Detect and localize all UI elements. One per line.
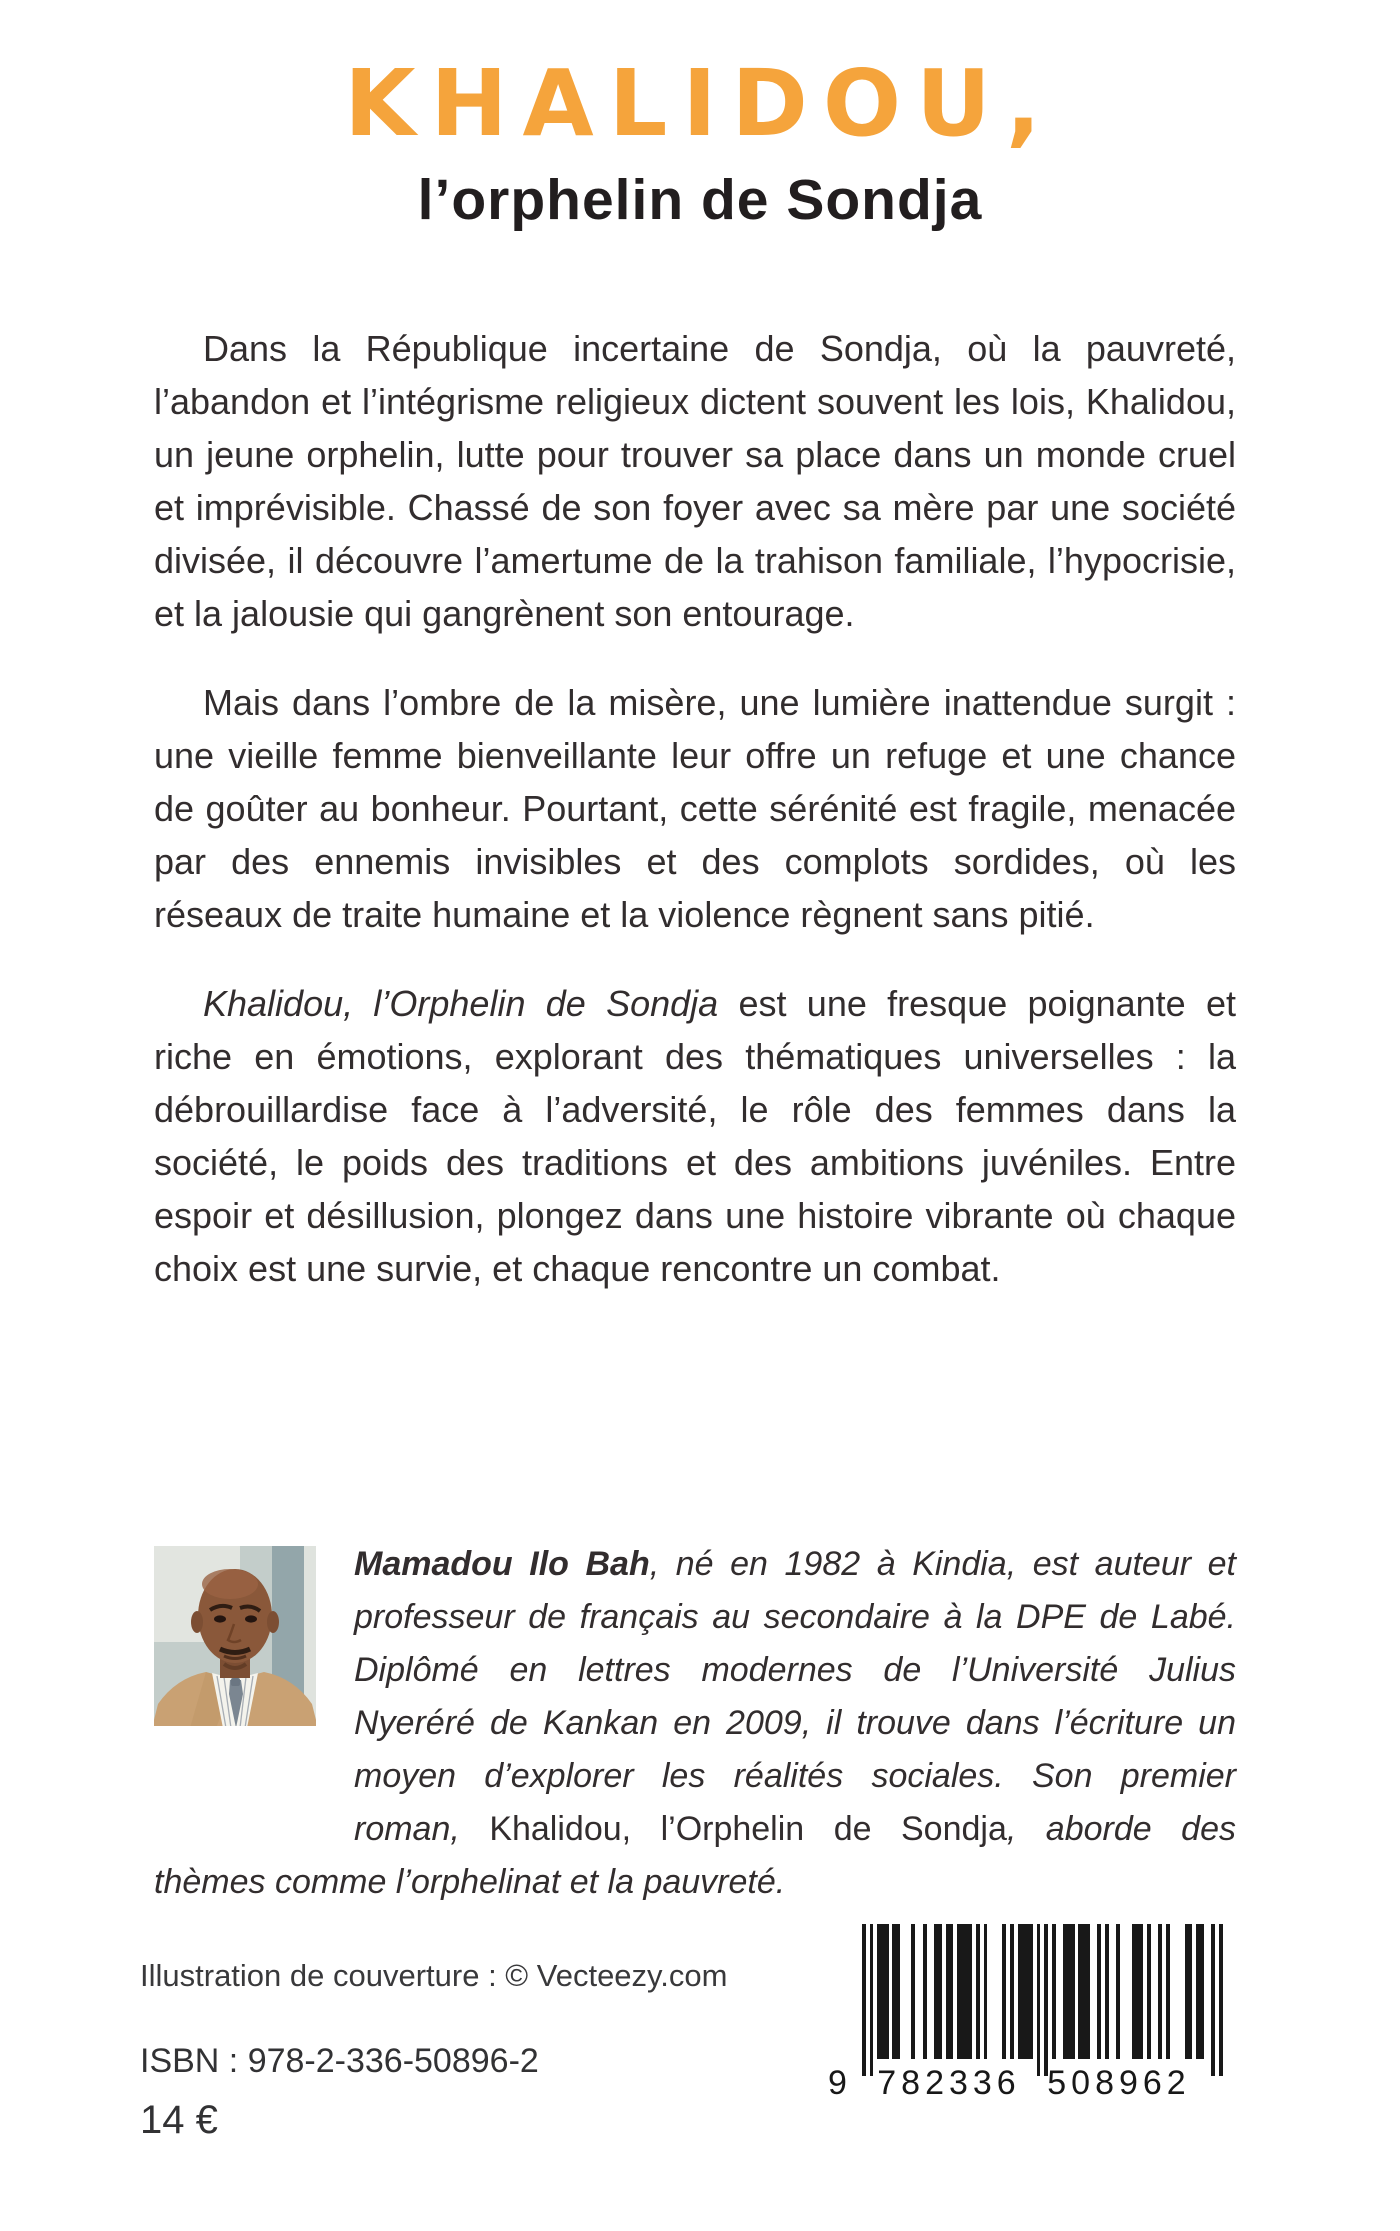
barcode-bars <box>862 1924 1228 2076</box>
synopsis-paragraph-3: Khalidou, l’Orphelin de Sondja est une fresque poignante et riche en émotions, explorant des thématiques universelles : la débrouillardise face à l’adversité, le rôle des femmes dans la société, le poids des traditions et des ambitions juvéniles. Entre espoir et désillusion, plongez dans une histoire vibrante où chaque choix est une survie, et chaque rencontre un combat. <box>154 983 1236 1289</box>
barcode <box>828 1924 1228 2124</box>
barcode-digit-lead: 9 <box>828 2064 847 2102</box>
barcode-digits-right: 508962 <box>1047 2064 1191 2102</box>
synopsis-paragraph-1: Dans la République incertaine de Sondja, où la pauvreté, l’abandon et l’intégrisme religieux dictent souvent les lois, Khalidou, un jeune orphelin, lutte pour trouver sa place dans un monde cruel et imprévisible. Chassé de son foyer avec sa mère par une société divisée, il découvre l’amertume de la trahison familiale, l’hypocrisie, et la jalousie qui gangrènent son entourage. <box>154 328 1236 634</box>
author-portrait-image <box>154 1546 316 1726</box>
author-photo <box>154 1546 316 1726</box>
synopsis <box>154 322 1236 1331</box>
book-title: KHALIDOU, <box>344 50 1056 157</box>
cover-illustration-credit: Illustration de couverture : © Vecteezy.com <box>140 1958 728 1993</box>
author-bio-text: Mamadou Ilo Bah, né en 1982 à Kindia, est auteur et professeur de français au secondaire à la DPE de Labé. Diplômé en lettres modernes de l’Université Julius Nyeréré de Kankan en 2009, il trouve dans l’écriture un moyen d’explorer les réalités sociales. Son premier roman, Khalidou, l’Orphelin de Sondja, aborde des thèmes comme l’orphelinat et la pauvreté. <box>154 1545 1236 1901</box>
cover-header <box>0 50 1400 232</box>
synopsis-paragraph-2: Mais dans l’ombre de la misère, une lumière inattendue surgit : une vieille femme bienveillante leur offre un refuge et une chance de goûter au bonheur. Pourtant, cette sérénité est fragile, menacée par des ennemis invisibles et des complots sordides, où les réseaux de traite humaine et la violence règnent sans pitié. <box>154 682 1236 935</box>
author-bio-section <box>154 1538 1236 1909</box>
book-subtitle: l’orphelin de Sondja <box>417 168 983 232</box>
isbn-text: ISBN : 978-2-336-50896-2 <box>140 2042 539 2080</box>
price-text: 14 € <box>140 2098 218 2142</box>
barcode-digits-left: 782336 <box>877 2064 1021 2102</box>
